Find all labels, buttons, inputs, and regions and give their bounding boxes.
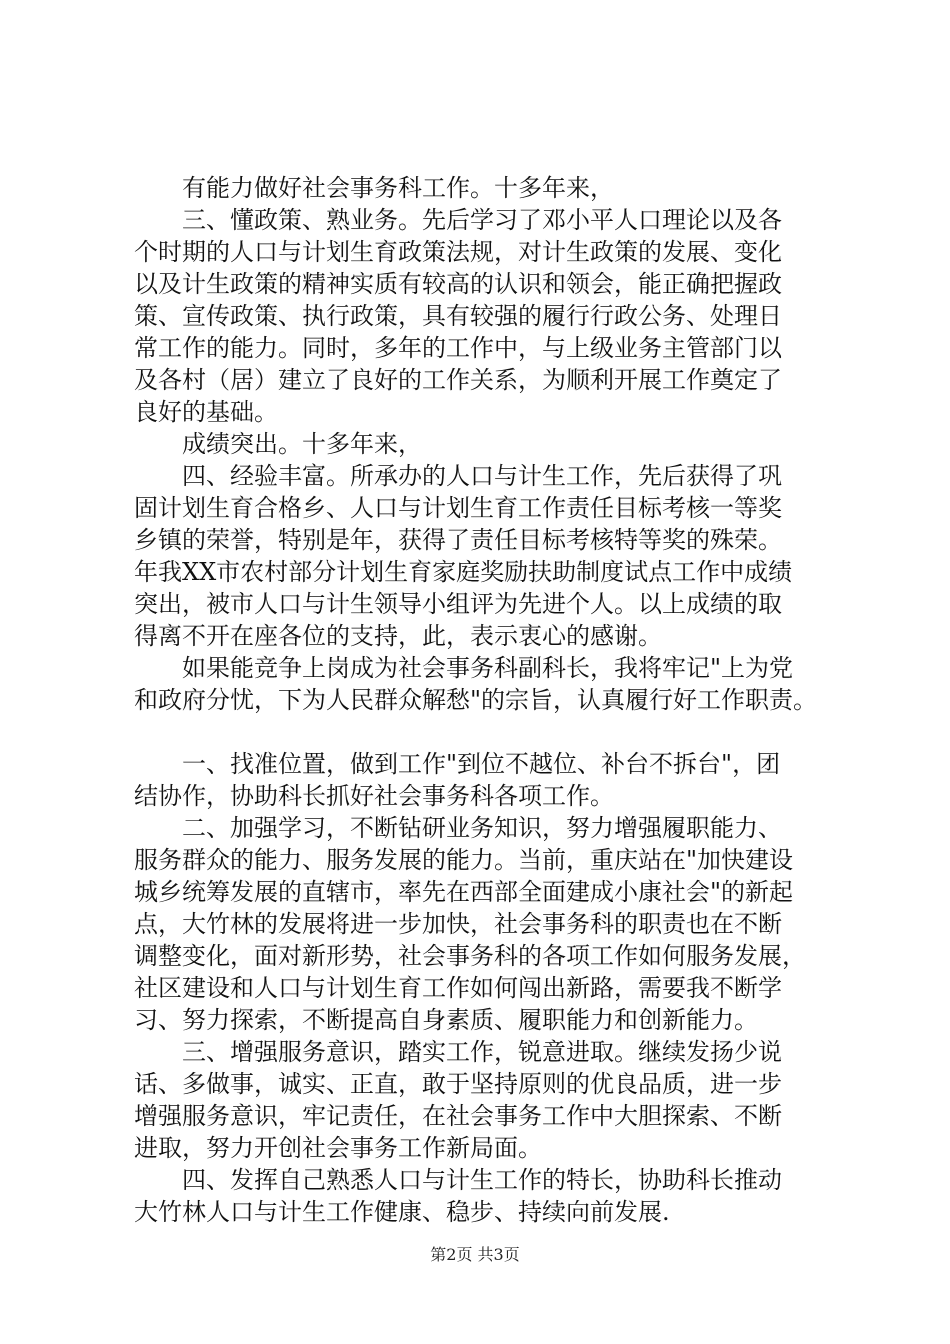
text-line: 服务群众的能力、服务发展的能力。当前，重庆站在"加快建设 [134,846,794,874]
text-line: 年我XX市农村部分计划生育家庭奖励扶助制度试点工作中成绩 [134,558,793,586]
text-line: 常工作的能力。同时，多年的工作中，与上级业务主管部门以 [134,334,782,362]
text-line: 二、加强学习，不断钻研业务知识，努力增强履职能力、 [182,814,782,842]
text-line: 点，大竹林的发展将进一步加快，社会事务科的职责也在不断 [134,910,782,938]
text-line: 突出，被市人口与计生领导小组评为先进个人。以上成绩的取 [134,590,782,618]
text-line: 如果能竞争上岗成为社会事务科副科长，我将牢记"上为党 [182,654,794,682]
text-line: 一、找准位置，做到工作"到位不越位、补台不拆台"，团 [182,750,781,778]
text-line: 四、经验丰富。所承办的人口与计生工作，先后获得了巩 [182,462,782,490]
text-line: 乡镇的荣誉，特别是年，获得了责任目标考核特等奖的殊荣。 [134,526,782,554]
text-line: 和政府分忧，下为人民群众解愁"的宗旨，认真履行好工作职责。 [134,686,818,714]
text-line: 个时期的人口与计划生育政策法规，对计生政策的发展、变化 [134,238,782,266]
text-line: 及各村（居）建立了良好的工作关系，为顺利开展工作奠定了 [134,366,782,394]
text-line: 四、发挥自己熟悉人口与计生工作的特长，协助科长推动 [182,1166,782,1194]
page-number: 第2页 共3页 [430,1245,520,1264]
text-line: 得离不开在座各位的支持，此，表示衷心的感谢。 [134,622,662,650]
text-line: 话、多做事，诚实、正直，敢于坚持原则的优良品质，进一步 [134,1070,782,1098]
text-line: 三、懂政策、熟业务。先后学习了邓小平人口理论以及各 [182,206,782,234]
text-line: 良好的基础。 [134,398,278,426]
text-line: 城乡统筹发展的直辖市，率先在西部全面建成小康社会"的新起 [134,878,794,906]
text-line: 进取，努力开创社会事务工作新局面。 [134,1134,542,1162]
text-line: 增强服务意识，牢记责任，在社会事务工作中大胆探索、不断 [134,1102,782,1130]
text-line: 以及计生政策的精神实质有较高的认识和领会，能正确把握政 [134,270,782,298]
text-line: 三、增强服务意识，踏实工作，锐意进取。继续发扬少说 [182,1038,782,1066]
text-line: 策、宣传政策、执行政策，具有较强的履行行政公务、处理日 [134,302,782,330]
text-line: 习、努力探索，不断提高自身素质、履职能力和创新能力。 [134,1006,758,1034]
text-line: 结协作，协助科长抓好社会事务科各项工作。 [134,782,614,810]
text-line: 固计划生育合格乡、人口与计划生育工作责任目标考核一等奖 [134,494,782,522]
text-line: 社区建设和人口与计划生育工作如何闯出新路，需要我不断学 [134,974,782,1002]
text-line: 有能力做好社会事务科工作。十多年来， [182,174,614,202]
text-line: 大竹林人口与计生工作健康、稳步、持续向前发展. [134,1198,670,1226]
text-line: 成绩突出。十多年来， [182,430,422,458]
text-line: 调整变化，面对新形势，社会事务科的各项工作如何服务发展， [134,942,806,970]
